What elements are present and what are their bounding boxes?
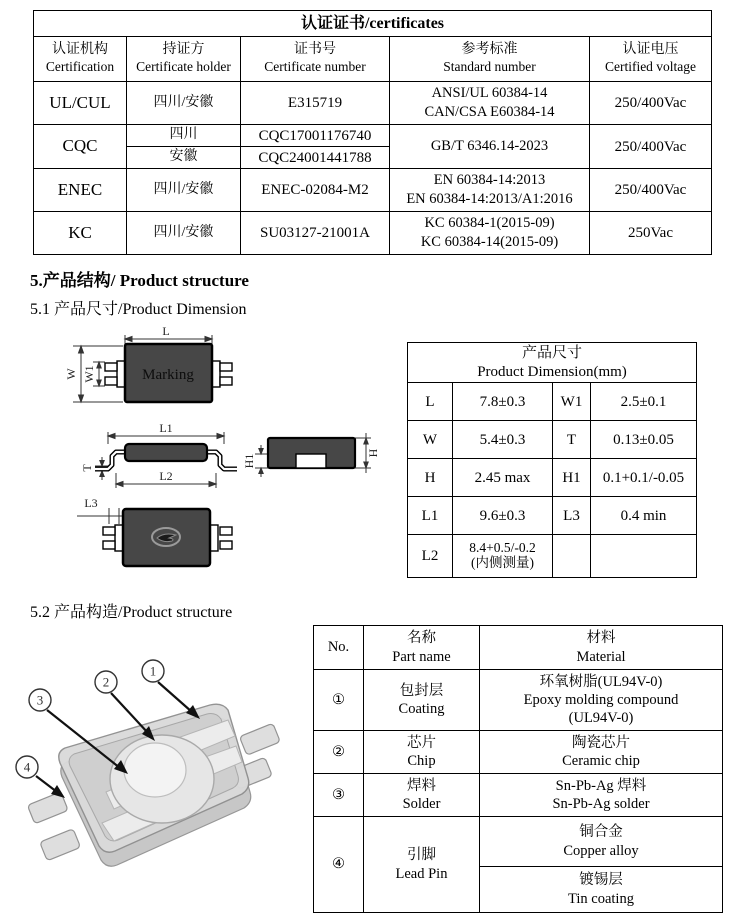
dim-key: W (408, 421, 453, 459)
callout-3: 3 (36, 692, 44, 708)
dim-value: 0.1+0.1/-0.05 (591, 459, 697, 497)
dim-key: L2 (408, 535, 453, 578)
callout-2: 2 (102, 674, 110, 690)
parts-material-table (313, 625, 723, 913)
cell-number: ENEC-02084-M2 (241, 169, 390, 212)
table-row (408, 497, 697, 535)
dim-label-W: W (64, 368, 78, 380)
part-material: 铜合金 Copper alloy (480, 817, 723, 867)
marking-label: Marking (142, 367, 194, 383)
side-view-drawing (95, 444, 237, 469)
part-material: 镀锡层 Tin coating (480, 867, 723, 913)
cell-number: SU03127-21001A (241, 212, 390, 255)
cell-standard: KC 60384-1(2015-09) KC 60384-14(2015-09) (390, 212, 590, 255)
top-view-drawing (105, 344, 232, 402)
table-row-coating (314, 670, 723, 731)
dimension-table-title-row (408, 343, 697, 383)
callout-1: 1 (149, 663, 157, 679)
product-dimension-drawings (25, 326, 400, 594)
dim-key: H (408, 459, 453, 497)
cell-voltage: 250Vac (590, 212, 712, 255)
dim-label-H1: H1 (242, 453, 256, 469)
table-row-chip (314, 731, 723, 774)
col-header-no: No. (314, 626, 364, 670)
dim-key: L3 (553, 497, 591, 535)
dim-label-H: H (366, 448, 380, 458)
table-row (408, 383, 697, 421)
dim-label-T: T (80, 464, 94, 472)
part-no: ③ (314, 774, 364, 817)
cell-holder: 四川/安徽 (127, 82, 241, 125)
row-cqc-sichuan (34, 125, 712, 147)
dim-value: 9.6±0.3 (453, 497, 553, 535)
end-view-drawing (268, 438, 355, 468)
cell-agency: CQC (34, 125, 127, 169)
part-no: ② (314, 731, 364, 774)
cell-holder: 四川/安徽 (127, 212, 241, 255)
part-name: 包封层 Coating (364, 670, 480, 731)
product-structure-figure (10, 648, 310, 918)
dim-value: 0.4 min (591, 497, 697, 535)
cell-standard: ANSI/UL 60384-14 CAN/CSA E60384-14 (390, 82, 590, 125)
cell-number: E315719 (241, 82, 390, 125)
cell-agency: KC (34, 212, 127, 255)
callout-4: 4 (23, 759, 31, 775)
part-material: 环氧树脂(UL94V-0) Epoxy molding compound (UL94V-0) (480, 670, 723, 731)
product-dimension-table (407, 342, 697, 578)
section-heading-product-dimension: 5.1 产品尺寸/Product Dimension (30, 301, 247, 318)
dim-value: 2.5±0.1 (591, 383, 697, 421)
dim-value: 7.8±0.3 (453, 383, 553, 421)
certificates-title-row (34, 11, 712, 37)
row-ul-cul (34, 82, 712, 125)
dim-value: 8.4+0.5/-0.2 (内侧测量) (453, 535, 553, 578)
cell-holder: 四川 (127, 125, 241, 147)
dim-key: W1 (553, 383, 591, 421)
part-name: 焊料 Solder (364, 774, 480, 817)
part-no: ① (314, 670, 364, 731)
dim-value: 5.4±0.3 (453, 421, 553, 459)
table-row (408, 421, 697, 459)
dim-key: L (408, 383, 453, 421)
col-header-material: 材料 Material (480, 626, 723, 670)
dim-value: 2.45 max (453, 459, 553, 497)
cell-number: CQC24001441788 (241, 147, 390, 169)
cell-holder: 安徽 (127, 147, 241, 169)
table-row-solder (314, 774, 723, 817)
dim-label-L2: L2 (159, 469, 173, 483)
parts-header-row (314, 626, 723, 670)
col-header-number: 证书号 Certificate number (241, 37, 390, 82)
dimension-table-title: 产品尺寸 Product Dimension(mm) (408, 343, 697, 383)
side-view-body (125, 444, 207, 461)
certificates-header-row (34, 37, 712, 82)
section-heading-product-construction: 5.2 产品构造/Product structure (30, 604, 233, 621)
cell-voltage: 250/400Vac (590, 125, 712, 169)
end-view-standoff (296, 454, 326, 468)
table-row (408, 535, 697, 578)
cell-agency: ENEC (34, 169, 127, 212)
cell-standard: EN 60384-14:2013 EN 60384-14:2013/A1:2016 (390, 169, 590, 212)
part-name: 芯片 Chip (364, 731, 480, 774)
cell-voltage: 250/400Vac (590, 82, 712, 125)
part-no: ④ (314, 817, 364, 913)
certificates-table (33, 10, 712, 255)
cell-standard: GB/T 6346.14-2023 (390, 125, 590, 169)
cell-agency: UL/CUL (34, 82, 127, 125)
col-header-holder: 持证方 Certificate holder (127, 37, 241, 82)
cell-voltage: 250/400Vac (590, 169, 712, 212)
chip-disc-inner (124, 743, 186, 797)
part-name: 引脚 Lead Pin (364, 817, 480, 913)
dimension-labels (64, 326, 380, 510)
dim-label-W1: W1 (82, 365, 96, 383)
dim-label-L3: L3 (84, 496, 98, 510)
table-row-lead-pin (314, 817, 723, 867)
dim-key: H1 (553, 459, 591, 497)
dim-key: L1 (408, 497, 453, 535)
dim-value: 0.13±0.05 (591, 421, 697, 459)
part-material: Sn-Pb-Ag 焊料 Sn-Pb-Ag solder (480, 774, 723, 817)
cell-number: CQC17001176740 (241, 125, 390, 147)
col-header-voltage: 认证电压 Certified voltage (590, 37, 712, 82)
certificates-title: 认证证书/certificates (34, 11, 712, 37)
section-heading-product-structure: 5.产品结构/ Product structure (30, 271, 249, 290)
row-enec (34, 169, 712, 212)
dim-label-L1: L1 (159, 421, 173, 435)
col-header-standard: 参考标准 Standard number (390, 37, 590, 82)
dim-key (553, 535, 591, 578)
dim-key: T (553, 421, 591, 459)
col-header-part-name: 名称 Part name (364, 626, 480, 670)
cell-holder: 四川/安徽 (127, 169, 241, 212)
dim-label-L: L (162, 326, 170, 338)
col-header-certification: 认证机构 Certification (34, 37, 127, 82)
dim-value (591, 535, 697, 578)
row-kc (34, 212, 712, 255)
bottom-view-drawing (103, 509, 232, 566)
table-row (408, 459, 697, 497)
part-material: 陶瓷芯片 Ceramic chip (480, 731, 723, 774)
